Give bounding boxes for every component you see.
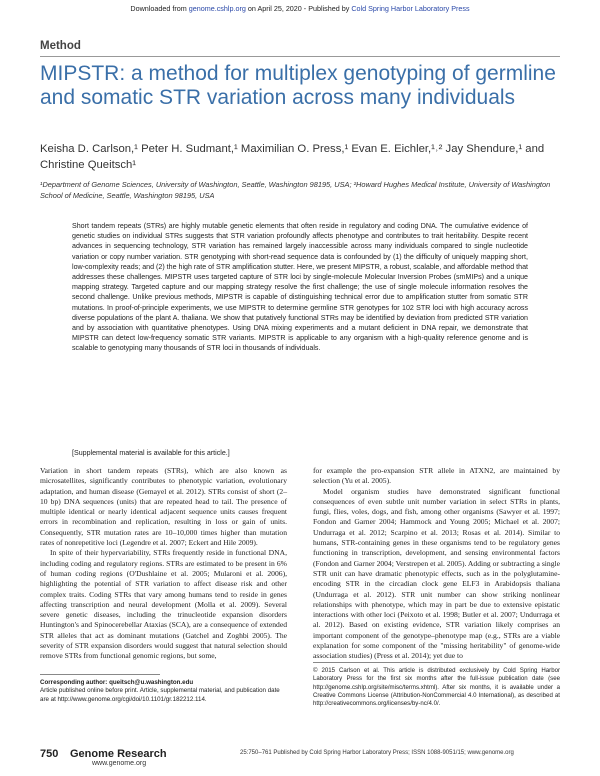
section-label: Method xyxy=(40,40,81,52)
download-banner xyxy=(0,4,600,13)
banner-link-site[interactable]: genome.cshlp.org xyxy=(188,4,246,13)
body-column-right xyxy=(313,466,560,662)
page-number: 750 xyxy=(40,748,59,760)
body-paragraph: Model organism studies have demonstrated significant functional consequences of even subtle unit number variation in select STRs in plants, fungi, flies, voles, dogs, and fish, among other organisms (Sawyer et al. 1997; Fondon and Garner 2004; Hammock and Young 2005; Michael et al. 2007; Undurraga et al. 2012; Scarpino et al. 2013; Rosas et al. 2014). Similar to humans, STR-containing genes in these organisms tend to be regulatory genes functioning in transcription, development, and sensing environmental factors (Fondon and Garner 2004; Verstrepen et al. 2005). Adding or subtracting a single STR unit can have dramatic phenotypic effects, such as in the polyglutamine-encoding STR in the circadian clock gene ELF3 in Arabidopsis thaliana (Undurraga et al. 2012). STR unit number can show striking nonlinear relationships with phenotype, which may in part be due to extensive epistatic interactions with other loci (Peixoto et al. 1998; Butler et al. 2007; Undurraga et al. 2012). Based on existing evidence, STR variation likely comprises an important component of the genotype–phenotype map (e.g., STRs are a viable explanation for some component of the "missing heritability" of genome-wide association studies) (Press et al. 2014); yet due to xyxy=(313,486,560,661)
body-column-left xyxy=(40,466,287,662)
banner-link-publisher[interactable]: Cold Spring Harbor Laboratory Press xyxy=(351,4,470,13)
body-paragraph: for example the pro-expansion STR allele in ATXN2, are maintained by selection (Yu et al. 2005). xyxy=(313,466,560,486)
license-notice: © 2015 Carlson et al. This article is distributed exclusively by Cold Spring Harbor Laboratory Press for the first six months after the full-issue publication date (see http://genome.cshlp.org/site/misc/terms.xhtml). After six months, it is available under a Creative Commons License (Attribution-NonCommercial 4.0 International), as described at http://creativecommons.org/licenses/by-nc/4.0/. xyxy=(313,667,560,708)
journal-name: Genome Research xyxy=(70,748,167,760)
journal-citation: 25:750–761 Published by Cold Spring Harbor Laboratory Press; ISSN 1088-9051/15; www.genome.org xyxy=(240,750,514,756)
author-list: Keisha D. Carlson,¹ Peter H. Sudmant,¹ Maximilian O. Press,¹ Evan E. Eichler,¹˒² Jay Shendure,¹ and Christine Queitsch¹ xyxy=(40,143,545,171)
correspondence-footnote xyxy=(40,679,287,704)
body-paragraph: Variation in short tandem repeats (STRs), which are also known as microsatellites, significantly contributes to phenotypic variation, evolutionary adaptation, and human disease (Gemayel et al. 2012). STRs consist of short (2–10 bp) DNA sequences (units) that are repeated head to tail. The presence of multiple identical or nearly identical adjacent sequence units causes frequent errors in recombination and replication, resulting in loss or gain of units. Consequently, STR mutation rates are 10–10,000 times higher than mutation rates of nonrepetitive loci (Legendre et al. 2007; Eckert and Hile 2009). xyxy=(40,466,287,548)
article-title: MIPSTR: a method for multiplex genotyping of germline and somatic STR variation across many individuals xyxy=(40,62,556,109)
corresponding-author: Corresponding author: queitsch@u.washington.edu xyxy=(40,679,194,686)
journal-website[interactable]: www.genome.org xyxy=(92,760,147,767)
supplemental-note: [Supplemental material is available for this article.] xyxy=(72,449,230,457)
header-rule xyxy=(40,56,560,57)
banner-text-mid: on April 25, 2020 - Published by xyxy=(245,4,352,13)
body-paragraph: In spite of their hypervariability, STRs frequently reside in functional DNA, including coding and regulatory regions. STRs are estimated to be present in 6% of human coding regions (O'Dushlaine et al. 2005; Mularoni et al. 2006), highlighting the potential of STR variation to affect disease risk and other complex traits. Coding STRs that vary among humans tend to reside in genes affecting transcription and neural development (Molla et al. 2009). Several severe genetic diseases, including the trinucleotide expansion disorders Huntington's and Spinocerebellar Ataxias (SCA), are a consequence of extended STR alleles that act as dominant mutations (Gatchel and Zoghbi 2005). The severity of STR expansion disorders would suggest that natural selection should remove STRs from functional genomic regions, but some, xyxy=(40,548,287,661)
banner-text-pre: Downloaded from xyxy=(130,4,189,13)
abstract: Short tandem repeats (STRs) are highly mutable genetic elements that often reside in regulatory and coding DNA. The cumulative evidence of genetic studies on individual STRs suggests that STR variation profoundly affects phenotype and contributes to trait heritability. Despite recent advances in sequencing technology, STR variation has remained largely inaccessible across many individuals compared to single nucleotide variation or copy number variation. STR genotyping with short-read sequence data is confounded by (1) the difficulty of uniquely mapping short, low-complexity reads; and (2) the high rate of STR amplification stutter. Here, we present MIPSTR, a robust, scalable, and affordable method that addresses these challenges. MIPSTR uses targeted capture of STR loci by single-molecule Molecular Inversion Probes (smMIPs) and a unique mapping strategy. Targeted capture and our mapping strategy resolve the first challenge; the use of single molecule information resolves the second challenge. Unlike previous methods, MIPSTR is capable of distinguishing technical error due to amplification stutter from somatic STR mutations. In proof-of-principle experiments, we use MIPSTR to determine germline STR genotypes for 102 STR loci with high accuracy across diverse populations of the plant A. thaliana. We show that putatively functional STRs may be identified by deviation from predicted STR variation and by association with quantitative phenotypes. Using DNA mixing experiments and a mutant deficient in DNA repair, we demonstrate that MIPSTR can detect low-frequency somatic STR variants. MIPSTR is applicable to any organism with a high-quality reference genome and is scalable to genotyping many thousands of STR loci in thousands of individuals. xyxy=(72,222,528,353)
publication-note: Article published online before print. Article, supplemental material, and publication date are at http://www.genome.org/cgi/doi/10.1101/gr.182212.114. xyxy=(40,687,280,703)
affiliations: ¹Department of Genome Sciences, University of Washington, Seattle, Washington 98195, USA; ²Howard Hughes Medical Institute, University of Washington School of Medicine, Seattle, Washington 98195, USA xyxy=(40,180,551,200)
license-rule xyxy=(313,662,560,663)
footnote-rule xyxy=(40,674,160,675)
